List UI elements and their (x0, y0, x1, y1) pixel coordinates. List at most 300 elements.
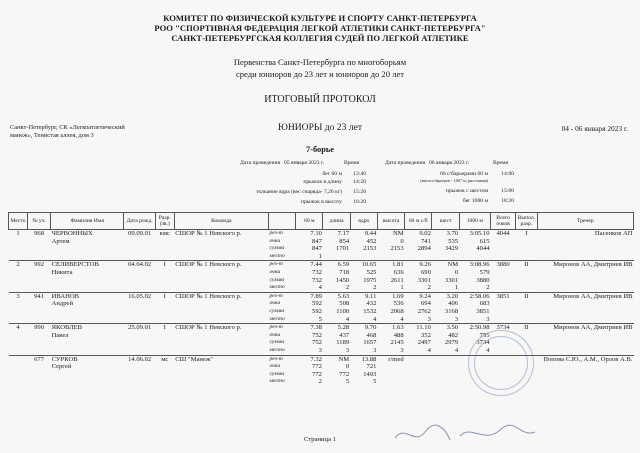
athlete-rank: I (155, 324, 174, 332)
table-cell (537, 339, 633, 347)
table-cell (28, 253, 51, 261)
table-cell (491, 238, 516, 246)
table-cell (491, 316, 516, 324)
row-label: сумма (269, 307, 285, 314)
score-cell (432, 371, 459, 379)
table-cell (537, 378, 633, 386)
table-cell (155, 316, 174, 324)
table-cell (174, 300, 268, 308)
score-cell: 683 (479, 300, 490, 308)
score-cell: 3 (345, 346, 350, 354)
score-cell: 772 (312, 370, 322, 378)
row-label: рез-т (268, 324, 295, 332)
schedule-day2-date-label: Дата проведения (385, 160, 426, 166)
col-header: высота (377, 213, 404, 230)
schedule-day2-time-label: Время (493, 160, 509, 166)
score-cell: 1701 (335, 245, 350, 253)
score-cell: 4 (345, 315, 350, 323)
score-cell: 4 (318, 284, 322, 292)
athlete-surname: СУРКОВ (51, 355, 124, 363)
score-cell: 437 (339, 331, 350, 339)
score-cell (405, 378, 432, 386)
col-header: Всего очков (491, 213, 516, 230)
table-row (9, 324, 634, 332)
athlete-team: СШОР № 1 Невского р. (174, 230, 268, 238)
table-cell (174, 363, 268, 371)
score-cell (432, 253, 459, 261)
table-cell (28, 378, 51, 386)
table-cell (174, 378, 268, 386)
score-cell: 9.44 (350, 230, 377, 238)
table-cell (516, 316, 537, 324)
score-cell: 2497 (417, 339, 431, 347)
score-cell: 1657 (363, 339, 377, 347)
score-cell: 5 (318, 315, 322, 323)
table-cell (155, 277, 174, 285)
col-header: Команда (174, 213, 268, 230)
table-cell (174, 371, 268, 379)
table-cell (516, 284, 537, 292)
score-cell (432, 378, 459, 386)
score-cell: 11.10 (405, 324, 432, 332)
table-cell (51, 339, 124, 347)
col-header: 60 м с/б (405, 213, 432, 230)
score-cell: 452 (366, 237, 377, 245)
score-cell: 3 (400, 346, 404, 354)
table-cell (124, 308, 155, 316)
score-cell: 2068 (390, 307, 404, 315)
score-cell: 4044 (476, 245, 490, 253)
score-cell (377, 371, 404, 379)
score-cell: 3301 (417, 276, 431, 284)
table-cell (537, 308, 633, 316)
table-cell (537, 284, 633, 292)
table-row (9, 363, 634, 371)
schedule-item: прыжок с шестом (445, 188, 488, 194)
score-cell: 4 (400, 315, 404, 323)
score-cell: 7.32 (296, 355, 323, 363)
score-cell: 3.70 (432, 230, 459, 238)
row-label: рез-т (268, 261, 295, 269)
table-cell (124, 363, 155, 371)
score-cell: 2:58.06 (459, 292, 490, 300)
table-cell (124, 284, 155, 292)
row-label: рез-т (268, 230, 295, 238)
score-cell: 2979 (444, 339, 459, 347)
athlete-rank: I (155, 261, 174, 269)
score-cell: 3734 (476, 339, 490, 347)
table-cell (174, 238, 268, 246)
schedule-time: 18:20 (501, 198, 514, 204)
schedule-day-2 (385, 160, 515, 167)
table-cell (51, 245, 124, 253)
score-cell: 3851 (476, 307, 490, 315)
score-cell: 694 (420, 300, 431, 308)
score-cell: 7.38 (296, 324, 323, 332)
score-cell: 772 (312, 363, 322, 371)
schedule-day1-date-label: Дата проведения (240, 160, 281, 166)
score-cell: 4 (454, 346, 459, 354)
table-cell (9, 347, 28, 355)
stamp-seal-inner (474, 336, 528, 390)
table-cell (51, 284, 124, 292)
competition-dates: 04 - 06 января 2023 г. (561, 124, 628, 133)
competition-line-2: среди юниоров до 23 лет и юниоров до 20 лет (235, 69, 405, 79)
category-title: ЮНИОРЫ до 23 лет (277, 122, 363, 133)
score-cell: 2 (486, 284, 490, 292)
table-cell (124, 253, 155, 261)
table-header (9, 213, 634, 230)
organizer-line-3: САНКТ-ПЕТЕРБУРГСКАЯ КОЛЛЕГИЯ СУДЕЙ ПО ЛЕГКОЙ АТЛЕТИКЕ (171, 33, 469, 43)
row-label: сумма (269, 339, 285, 346)
score-cell: 2153 (363, 245, 377, 253)
table-cell (516, 245, 537, 253)
schedule-time: 14:00 (501, 171, 514, 177)
table-cell (155, 378, 174, 386)
schedule-item: бег 60 м (322, 171, 342, 177)
table-cell (9, 300, 28, 308)
table-cell (537, 245, 633, 253)
table-row (9, 269, 634, 277)
score-cell: 432 (366, 300, 377, 308)
table-row (9, 300, 634, 308)
score-cell: 752 (312, 331, 322, 339)
table-cell (51, 277, 124, 285)
row-label: очки (269, 268, 281, 275)
score-cell: 2762 (417, 307, 431, 315)
score-cell: 3 (454, 315, 459, 323)
schedule-item: толкание ядра (вес снаряда- 7,26 кг) (256, 189, 342, 195)
table-cell (124, 332, 155, 340)
schedule-day-1 (240, 160, 360, 167)
table-cell (51, 253, 124, 261)
athlete-bib: 677 (28, 355, 51, 363)
score-cell: 1 (318, 252, 322, 260)
score-cell (405, 253, 432, 261)
table-cell (155, 284, 174, 292)
athlete-done-rank: II (516, 292, 537, 300)
score-cell: 535 (448, 237, 459, 245)
table-row (9, 316, 634, 324)
signature-scribble (390, 420, 540, 448)
score-cell: 4 (373, 315, 377, 323)
table-row (9, 355, 634, 363)
table-row (9, 238, 634, 246)
table-row (9, 339, 634, 347)
table-cell (9, 238, 28, 246)
athlete-place: 3 (9, 292, 28, 300)
table-cell (174, 332, 268, 340)
athlete-surname: ЧЕРВОННЫХ (51, 230, 124, 238)
schedule-item: 60 с/барьерами 60 м (440, 171, 488, 177)
score-cell: 9.02 (405, 230, 432, 238)
table-cell (174, 284, 268, 292)
row-label: сумма (269, 276, 285, 283)
table-cell (174, 308, 268, 316)
table-cell (516, 253, 537, 261)
row-label: очки (269, 300, 281, 307)
score-cell: 9.26 (405, 261, 432, 269)
table-cell (9, 277, 28, 285)
table-cell (174, 316, 268, 324)
score-cell: 854 (339, 237, 350, 245)
table-cell (51, 378, 124, 386)
table-cell (28, 347, 51, 355)
table-cell (124, 316, 155, 324)
athlete-bib: 990 (28, 324, 51, 332)
table-cell (124, 347, 155, 355)
table-cell (28, 316, 51, 324)
score-cell: 5 (373, 378, 377, 386)
table-cell (491, 245, 516, 253)
table-cell (174, 245, 268, 253)
score-cell: 721 (366, 363, 377, 371)
athlete-place: 2 (9, 261, 28, 269)
score-cell: 2894 (417, 245, 431, 253)
athlete-place: 1 (9, 230, 28, 238)
table-cell (51, 316, 124, 324)
schedule-item: прыжок в длину (303, 179, 342, 185)
score-cell: 0 (400, 237, 404, 245)
score-cell: 2145 (390, 339, 404, 347)
score-cell: 752 (312, 339, 322, 347)
table-cell (491, 300, 516, 308)
schedule-time: 15:20 (353, 189, 366, 195)
schedule-day1-date: 05 января 2023 г. (284, 160, 325, 166)
score-cell: 3301 (444, 276, 459, 284)
schedule-day-1-items (230, 171, 366, 209)
athlete-place: 4 (9, 324, 28, 332)
table-cell (516, 269, 537, 277)
score-cell: 2 (345, 284, 350, 292)
table-cell (155, 332, 174, 340)
table-cell (174, 339, 268, 347)
athlete-bib: 968 (28, 230, 51, 238)
athlete-total: 3734 (491, 324, 516, 332)
venue-line-1: Санкт-Петербург, СК «Легкоатлетический (10, 124, 125, 131)
score-cell: 7.44 (296, 261, 323, 269)
athlete-done-rank: II (516, 261, 537, 269)
score-cell: 2:50.98 (459, 324, 490, 332)
athlete-dob: 04.04.02 (124, 261, 155, 269)
schedule-time: 15:00 (501, 188, 514, 194)
table-cell (491, 253, 516, 261)
col-header: Дата рожд. (124, 213, 155, 230)
table-cell (28, 277, 51, 285)
athlete-coach: Миронов АА, Дмитриев ИВ (537, 324, 633, 332)
score-cell: 0 (345, 363, 350, 371)
score-cell (377, 378, 404, 386)
athlete-team: СШОР № 1 Невского р. (174, 324, 268, 332)
score-cell: 1189 (336, 339, 350, 347)
table-cell (537, 269, 633, 277)
score-cell: 3429 (444, 245, 459, 253)
table-cell (155, 300, 174, 308)
athlete-dob: 16.05.02 (124, 292, 155, 300)
athlete-done-rank: I (516, 230, 537, 238)
score-cell: 488 (393, 331, 404, 339)
table-cell (491, 284, 516, 292)
score-cell: 482 (448, 331, 459, 339)
table-cell (28, 284, 51, 292)
athlete-rank: кмс (155, 230, 174, 238)
athlete-coach: Миронов АА, Дмитриев ИВ (537, 261, 633, 269)
athlete-surname: ЯКОВЛЕВ (51, 324, 124, 332)
table-cell (516, 308, 537, 316)
col-header: длина (323, 213, 350, 230)
score-cell: 1.69 (377, 292, 404, 300)
score-cell (432, 363, 459, 371)
score-cell: 847 (312, 237, 322, 245)
col-header: Выпол. разр. (516, 213, 537, 230)
venue-line-2: манеж», Тенистая аллея, дом 3 (10, 132, 94, 139)
table-cell (124, 277, 155, 285)
score-cell (405, 363, 432, 371)
table-cell (28, 339, 51, 347)
score-cell: 755 (479, 331, 490, 339)
table-cell (155, 245, 174, 253)
score-cell: 3:08.96 (459, 261, 490, 269)
athlete-coach: Пасенков АП (537, 230, 633, 238)
athlete-dob: 09.09.01 (124, 230, 155, 238)
score-cell: 847 (312, 245, 322, 253)
score-cell: 525 (366, 268, 377, 276)
table-cell (9, 371, 28, 379)
row-label: место (269, 346, 285, 353)
score-cell: 7.10 (296, 230, 323, 238)
score-cell: 4 (427, 346, 431, 354)
col-header: Место (9, 213, 28, 230)
table-cell (537, 371, 633, 379)
score-cell: 615 (479, 237, 490, 245)
table-cell (155, 363, 174, 371)
row-label: сумма (269, 245, 285, 252)
table-cell (537, 363, 633, 371)
col-header: ядро (350, 213, 377, 230)
athlete-bib: 992 (28, 261, 51, 269)
table-cell (124, 371, 155, 379)
table-cell (124, 245, 155, 253)
score-cell: 6.59 (323, 261, 350, 269)
score-cell: 2611 (390, 276, 404, 284)
score-cell: 13.88 (350, 355, 377, 363)
col-header (268, 213, 295, 230)
athlete-surname: ИВАНОВ (51, 292, 124, 300)
table-cell (537, 238, 633, 246)
event-title: 7-борье (305, 145, 335, 154)
organizer-line-2: РОО "СПОРТИВНАЯ ФЕДЕРАЦИЯ ЛЕГКОЙ АТЛЕТИКИ САНКТ-ПЕТЕРБУРГА" (154, 23, 486, 33)
score-cell: 1.63 (377, 324, 404, 332)
score-cell: 7.89 (296, 292, 323, 300)
table-cell (537, 277, 633, 285)
table-row (9, 332, 634, 340)
row-label: место (269, 378, 285, 385)
table-cell (155, 253, 174, 261)
table-cell (155, 347, 174, 355)
table-row (9, 371, 634, 379)
schedule-day1-time-label: Время (344, 160, 360, 166)
table-cell (491, 269, 516, 277)
score-cell: 2 (318, 378, 322, 386)
score-cell: 0 (454, 268, 459, 276)
table-cell (9, 316, 28, 324)
athlete-coach: Миронов АА, Дмитриев ИВ (537, 292, 633, 300)
athlete-coach: Попова С.Ю., А.М., Орлов А.В. (537, 355, 633, 363)
table-cell (174, 277, 268, 285)
schedule-item: бег 1000 м (462, 198, 488, 204)
table-row (9, 284, 634, 292)
schedule-day2-date: 06 января 2023 г. (429, 160, 470, 166)
athlete-done-rank: II (516, 324, 537, 332)
col-header: Фамилия Имя (51, 213, 124, 230)
score-cell: NM (432, 261, 459, 269)
score-cell: 3 (486, 315, 490, 323)
page-footer: Страница 1 (304, 436, 336, 443)
row-label: сумма (269, 370, 285, 377)
col-header: 1000 м (459, 213, 490, 230)
table-cell (9, 339, 28, 347)
score-cell: 3 (318, 346, 322, 354)
score-cell: 3.50 (432, 324, 459, 332)
table-cell (491, 308, 516, 316)
table-cell (537, 316, 633, 324)
protocol-title: ИТОГОВЫЙ ПРОТОКОЛ (264, 94, 376, 105)
row-label: место (269, 252, 285, 259)
athlete-name: Никита (51, 268, 73, 276)
score-cell: NM (323, 355, 350, 363)
score-cell: 1450 (335, 276, 350, 284)
table-cell (124, 339, 155, 347)
score-cell: 741 (420, 237, 431, 245)
score-cell (405, 355, 432, 363)
score-cell: 9.11 (350, 292, 377, 300)
row-label: место (269, 315, 285, 322)
table-cell (9, 269, 28, 277)
table-row (9, 245, 634, 253)
athlete-place (9, 355, 28, 363)
athlete-dob: 14.06.02 (124, 355, 155, 363)
table-cell (155, 269, 174, 277)
athlete-total: 3851 (491, 292, 516, 300)
row-label: очки (269, 331, 281, 338)
row-label: место (269, 284, 285, 291)
score-cell: 3 (373, 346, 377, 354)
score-cell: 9.70 (350, 324, 377, 332)
table-cell (124, 300, 155, 308)
table-cell (28, 245, 51, 253)
athlete-total: 3880 (491, 261, 516, 269)
score-cell: 1100 (336, 307, 350, 315)
athlete-rank: мс (155, 355, 174, 363)
athlete-name: Павел (51, 331, 69, 339)
table-row (9, 292, 634, 300)
table-cell (516, 277, 537, 285)
score-cell: 579 (479, 268, 490, 276)
table-cell (9, 363, 28, 371)
score-cell: 3168 (444, 307, 459, 315)
table-cell (9, 332, 28, 340)
table-cell (51, 371, 124, 379)
score-cell: 2 (373, 284, 377, 292)
score-cell (459, 253, 490, 261)
athlete-surname: СЕЛИВЕРСТОВ (51, 261, 124, 269)
athlete-team: СШ "Манеж" (174, 355, 268, 363)
score-cell: r/med (377, 355, 404, 363)
score-cell: 5 (345, 378, 350, 386)
table-cell (124, 378, 155, 386)
athlete-bib: 941 (28, 292, 51, 300)
competition-line-1: Первенства Санкт-Петербурга по многоборьям (233, 57, 407, 67)
